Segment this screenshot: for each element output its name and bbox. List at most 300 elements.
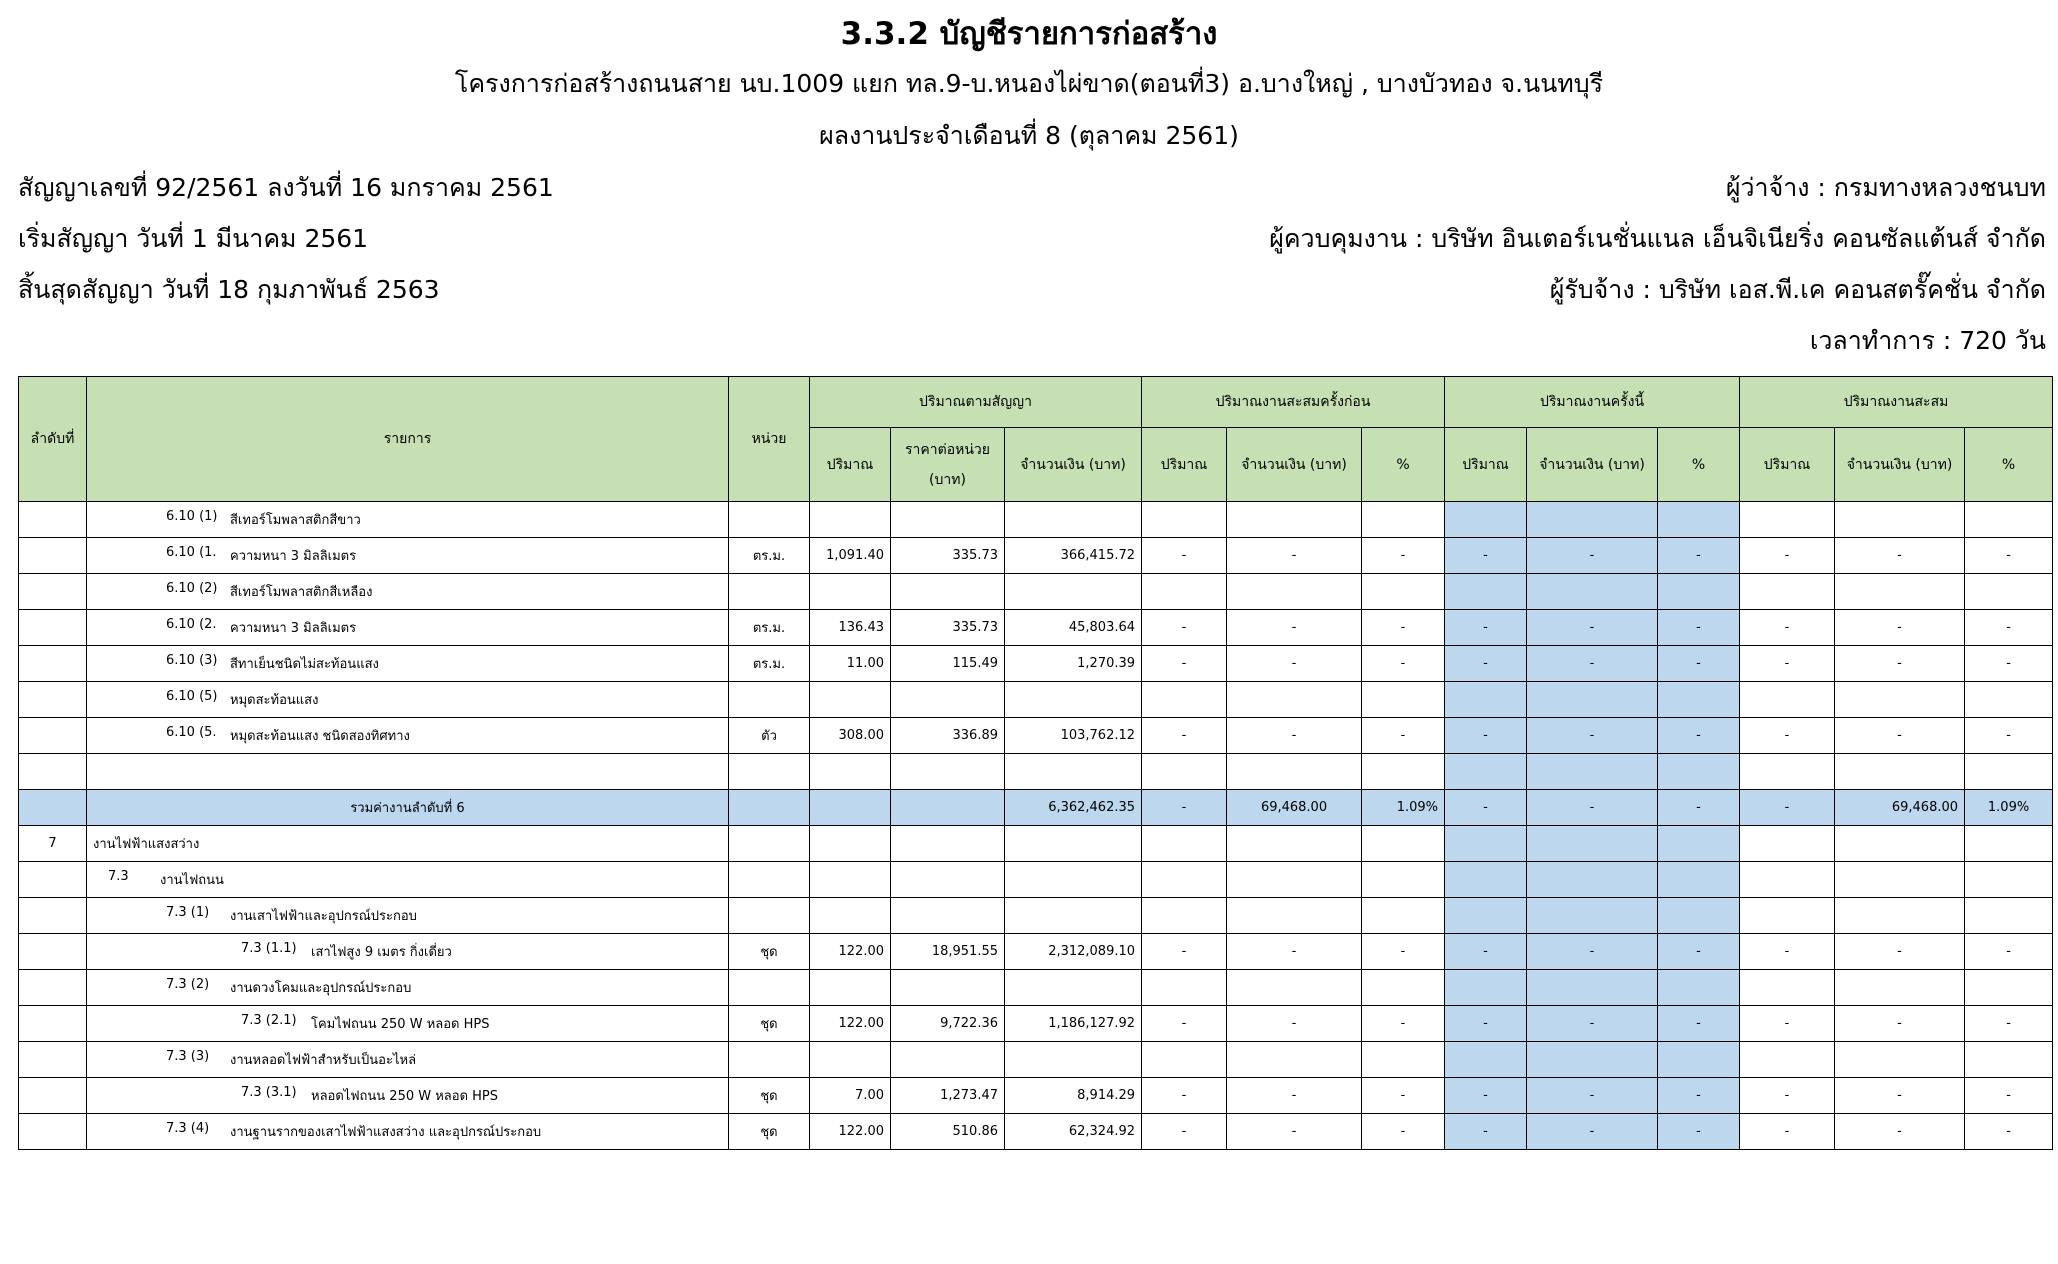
header-percent: % xyxy=(1362,428,1445,502)
amount-cell xyxy=(1005,826,1142,862)
contract-start: เริ่มสัญญา วันที่ 1 มีนาคม 2561 xyxy=(18,224,369,253)
quantity-cell xyxy=(810,682,891,718)
quantity-cell: 1,091.40 xyxy=(810,538,891,574)
cumulative-amount-cell xyxy=(1835,574,1965,610)
item-cell xyxy=(87,898,729,934)
cumulative-percent-cell xyxy=(1965,502,2053,538)
cumulative-amount-cell: - xyxy=(1835,538,1965,574)
item-description: สีเทอร์โมพลาสติกสีเหลือง xyxy=(230,585,373,600)
previous-percent-cell: - xyxy=(1362,1006,1445,1042)
cumulative-percent-cell: 1.09% xyxy=(1965,790,2053,826)
item-code: 7.3 (3.1) xyxy=(241,1085,297,1100)
item-cell xyxy=(87,1078,729,1114)
header-amount: จำนวนเงิน (บาท) xyxy=(1227,428,1362,502)
previous-percent-cell xyxy=(1362,826,1445,862)
item-code: 7.3 (1) xyxy=(166,905,210,920)
current-qty-cell: - xyxy=(1445,538,1527,574)
current-percent-cell xyxy=(1658,502,1740,538)
current-percent-cell xyxy=(1658,898,1740,934)
cumulative-percent-cell xyxy=(1965,826,2053,862)
cumulative-amount-cell: - xyxy=(1835,1114,1965,1150)
header-unit-price: ราคาต่อหน่วย (บาท) xyxy=(891,428,1005,502)
table-row xyxy=(19,502,2053,538)
previous-percent-cell xyxy=(1362,1042,1445,1078)
table-row xyxy=(19,1078,2053,1114)
unit-price-cell: 115.49 xyxy=(891,646,1005,682)
item-cell xyxy=(87,1042,729,1078)
current-qty-cell: - xyxy=(1445,646,1527,682)
quantity-cell xyxy=(810,754,891,790)
unit-cell: ชุด xyxy=(729,1114,810,1150)
no-cell xyxy=(19,610,87,646)
cumulative-qty-cell: - xyxy=(1740,718,1835,754)
item-cell xyxy=(87,538,729,574)
header-item: รายการ xyxy=(87,377,729,502)
previous-amount-cell: - xyxy=(1227,610,1362,646)
previous-percent-cell: - xyxy=(1362,934,1445,970)
t-qty-cell: - xyxy=(1445,790,1527,826)
cumulative-qty-cell xyxy=(1740,1042,1835,1078)
cumulative-qty-cell xyxy=(1740,574,1835,610)
t-amt-cell: - xyxy=(1527,790,1658,826)
amount-cell: 2,312,089.10 xyxy=(1005,934,1142,970)
previous-percent-cell xyxy=(1362,970,1445,1006)
supervisor: ผู้ควบคุมงาน : บริษัท อินเตอร์เนชั่นแนล เอ็นจิเนียริ่ง คอนซัลแต้นส์ จำกัด xyxy=(1269,224,2046,253)
unit-cell xyxy=(729,682,810,718)
no-cell xyxy=(19,538,87,574)
table-row xyxy=(19,646,2053,682)
subtotal-label: รวมค่างานลำดับที่ 6 xyxy=(87,790,729,826)
quantity-cell xyxy=(810,502,891,538)
header-previous-cumulative: ปริมาณงานสะสมครั้งก่อน xyxy=(1142,377,1445,428)
item-description: สีทาเย็นชนิดไม่สะท้อนแสง xyxy=(230,657,379,672)
unit-cell xyxy=(729,898,810,934)
cumulative-percent-cell: - xyxy=(1965,610,2053,646)
amount-cell: 6,362,462.35 xyxy=(1005,790,1142,826)
project-name: โครงการก่อสร้างถนนสาย นบ.1009 แยก ทล.9-บ.หนองไผ่ขาด(ตอนที่3) อ.บางใหญ่ , บางบัวทอง จ.นนทบุรี xyxy=(454,69,1604,98)
no-cell xyxy=(19,646,87,682)
current-amount-cell: - xyxy=(1527,1078,1658,1114)
no-cell xyxy=(19,970,87,1006)
previous-percent-cell: - xyxy=(1362,718,1445,754)
previous-amount-cell: - xyxy=(1227,1006,1362,1042)
quantity-cell xyxy=(810,574,891,610)
cumulative-amount-cell: 69,468.00 xyxy=(1835,790,1965,826)
cumulative-percent-cell xyxy=(1965,682,2053,718)
item-code: 6.10 (2) xyxy=(166,581,218,596)
amount-cell xyxy=(1005,970,1142,1006)
amount-cell xyxy=(1005,1042,1142,1078)
no-cell xyxy=(19,1006,87,1042)
no-cell xyxy=(19,1042,87,1078)
current-percent-cell: - xyxy=(1658,1078,1740,1114)
unit-price-cell xyxy=(891,574,1005,610)
unit-price-cell xyxy=(891,1042,1005,1078)
cumulative-percent-cell: - xyxy=(1965,1114,2053,1150)
section-row xyxy=(19,826,2053,862)
unit-cell: ตร.ม. xyxy=(729,538,810,574)
previous-qty-cell: - xyxy=(1142,1078,1227,1114)
no-cell: 7 xyxy=(19,826,87,862)
previous-percent-cell xyxy=(1362,754,1445,790)
contractor: ผู้รับจ้าง : บริษัท เอส.พี.เค คอนสตรั๊คชั่น จำกัด xyxy=(1549,275,2046,304)
no-cell xyxy=(19,1078,87,1114)
current-qty-cell: - xyxy=(1445,934,1527,970)
no-cell xyxy=(19,934,87,970)
unit-price-cell xyxy=(891,826,1005,862)
cumulative-percent-cell xyxy=(1965,754,2053,790)
item-code: 6.10 (1. xyxy=(166,545,217,560)
previous-qty-cell: - xyxy=(1142,1114,1227,1150)
t-pct-cell: - xyxy=(1658,790,1740,826)
item-cell xyxy=(87,1114,729,1150)
header-amount: จำนวนเงิน (บาท) xyxy=(1527,428,1658,502)
amount-cell: 366,415.72 xyxy=(1005,538,1142,574)
quantity-cell xyxy=(810,970,891,1006)
previous-qty-cell xyxy=(1142,754,1227,790)
current-amount-cell xyxy=(1527,826,1658,862)
current-percent-cell: - xyxy=(1658,646,1740,682)
table-row xyxy=(19,682,2053,718)
previous-qty-cell: - xyxy=(1142,934,1227,970)
previous-amount-cell: - xyxy=(1227,934,1362,970)
current-amount-cell: - xyxy=(1527,1006,1658,1042)
cumulative-amount-cell xyxy=(1835,754,1965,790)
unit-price-cell: 335.73 xyxy=(891,538,1005,574)
section-title: งานไฟฟ้าแสงสว่าง xyxy=(93,837,200,852)
quantity-cell: 136.43 xyxy=(810,610,891,646)
cumulative-amount-cell xyxy=(1835,502,1965,538)
previous-amount-cell xyxy=(1227,898,1362,934)
table-row xyxy=(19,754,2053,790)
current-amount-cell xyxy=(1527,682,1658,718)
quantity-cell xyxy=(810,898,891,934)
quantity-cell: 122.00 xyxy=(810,1006,891,1042)
header-amount: จำนวนเงิน (บาท) xyxy=(1005,428,1142,502)
unit-price-cell: 9,722.36 xyxy=(891,1006,1005,1042)
previous-percent-cell xyxy=(1362,898,1445,934)
previous-qty-cell xyxy=(1142,898,1227,934)
item-description: งานฐานรากของเสาไฟฟ้าแสงสว่าง และอุปกรณ์ประกอบ xyxy=(230,1125,542,1140)
previous-percent-cell xyxy=(1362,682,1445,718)
amount-cell: 103,762.12 xyxy=(1005,718,1142,754)
previous-amount-cell xyxy=(1227,682,1362,718)
current-qty-cell xyxy=(1445,682,1527,718)
previous-percent-cell: - xyxy=(1362,610,1445,646)
previous-qty-cell xyxy=(1142,862,1227,898)
no-cell xyxy=(19,574,87,610)
current-percent-cell: - xyxy=(1658,1006,1740,1042)
current-qty-cell: - xyxy=(1445,1006,1527,1042)
current-percent-cell xyxy=(1658,574,1740,610)
quantity-cell xyxy=(810,1042,891,1078)
unit-cell: ตร.ม. xyxy=(729,610,810,646)
previous-amount-cell xyxy=(1227,862,1362,898)
quantity-cell: 7.00 xyxy=(810,1078,891,1114)
current-qty-cell xyxy=(1445,898,1527,934)
previous-qty-cell xyxy=(1142,970,1227,1006)
item-cell xyxy=(87,502,729,538)
header-amount: จำนวนเงิน (บาท) xyxy=(1835,428,1965,502)
cumulative-percent-cell: - xyxy=(1965,1078,2053,1114)
previous-percent-cell xyxy=(1362,502,1445,538)
contract-end: สิ้นสุดสัญญา วันที่ 18 กุมภาพันธ์ 2563 xyxy=(18,275,440,304)
previous-amount-cell: - xyxy=(1227,1114,1362,1150)
previous-qty-cell: - xyxy=(1142,718,1227,754)
no-cell xyxy=(19,862,87,898)
item-description: หมุดสะท้อนแสง ชนิดสองทิศทาง xyxy=(230,729,410,744)
previous-amount-cell xyxy=(1227,574,1362,610)
item-cell xyxy=(87,682,729,718)
current-amount-cell: - xyxy=(1527,934,1658,970)
previous-percent-cell: - xyxy=(1362,1114,1445,1150)
item-code: 7.3 (2) xyxy=(166,977,210,992)
previous-amount-cell xyxy=(1227,826,1362,862)
previous-qty-cell xyxy=(1142,682,1227,718)
previous-qty-cell: - xyxy=(1142,1006,1227,1042)
cumulative-qty-cell: - xyxy=(1740,1078,1835,1114)
current-amount-cell xyxy=(1527,862,1658,898)
unit-price-cell xyxy=(891,502,1005,538)
table-row xyxy=(19,718,2053,754)
unit-price-cell xyxy=(891,898,1005,934)
unit-cell xyxy=(729,574,810,610)
item-description: งานไฟถนน xyxy=(160,873,224,888)
subtotal-row xyxy=(19,790,2053,826)
cumulative-percent-cell xyxy=(1965,574,2053,610)
item-description: ความหนา 3 มิลลิเมตร xyxy=(230,549,357,564)
item-code: 6.10 (5. xyxy=(166,725,217,740)
item-cell xyxy=(87,970,729,1006)
previous-percent-cell: - xyxy=(1362,1078,1445,1114)
item-cell xyxy=(87,754,729,790)
amount-cell: 8,914.29 xyxy=(1005,1078,1142,1114)
current-amount-cell xyxy=(1527,898,1658,934)
amount-cell: 1,186,127.92 xyxy=(1005,1006,1142,1042)
amount-cell: 62,324.92 xyxy=(1005,1114,1142,1150)
cumulative-amount-cell xyxy=(1835,898,1965,934)
header-percent: % xyxy=(1658,428,1740,502)
current-percent-cell xyxy=(1658,826,1740,862)
cumulative-amount-cell xyxy=(1835,1042,1965,1078)
item-cell xyxy=(87,934,729,970)
current-amount-cell xyxy=(1527,970,1658,1006)
cumulative-amount-cell: - xyxy=(1835,1078,1965,1114)
item-description: เสาไฟสูง 9 เมตร กิ่งเดี่ยว xyxy=(311,945,452,960)
c-qty-cell: - xyxy=(1740,790,1835,826)
previous-amount-cell: - xyxy=(1227,538,1362,574)
table-row xyxy=(19,574,2053,610)
cumulative-qty-cell xyxy=(1740,502,1835,538)
current-amount-cell: - xyxy=(1527,646,1658,682)
header-qty: ปริมาณ xyxy=(810,428,891,502)
cumulative-qty-cell xyxy=(1740,898,1835,934)
unit-cell xyxy=(729,754,810,790)
previous-percent-cell: - xyxy=(1362,646,1445,682)
item-code: 7.3 (1.1) xyxy=(241,941,297,956)
unit-price-cell: 18,951.55 xyxy=(891,934,1005,970)
cumulative-amount-cell xyxy=(1835,682,1965,718)
item-code: 6.10 (5) xyxy=(166,689,218,704)
document-title: 3.3.2 บัญชีรายการก่อสร้าง xyxy=(840,16,1218,52)
unit-cell xyxy=(729,502,810,538)
cumulative-qty-cell: - xyxy=(1740,610,1835,646)
previous-qty-cell: - xyxy=(1142,538,1227,574)
current-amount-cell: - xyxy=(1527,538,1658,574)
current-percent-cell xyxy=(1658,1042,1740,1078)
no-cell xyxy=(19,790,87,826)
item-description: หลอดไฟถนน 250 W หลอด HPS xyxy=(311,1089,499,1104)
cumulative-qty-cell: - xyxy=(1740,538,1835,574)
quantity-cell xyxy=(810,790,891,826)
table-row xyxy=(19,610,2053,646)
cumulative-amount-cell: - xyxy=(1835,718,1965,754)
item-cell xyxy=(87,610,729,646)
unit-cell xyxy=(729,862,810,898)
item-code: 7.3 (2.1) xyxy=(241,1013,297,1028)
previous-qty-cell xyxy=(1142,1042,1227,1078)
header-qty: ปริมาณ xyxy=(1445,428,1527,502)
header-no: ลำดับที่ xyxy=(19,377,87,502)
header-percent: % xyxy=(1965,428,2053,502)
table-row xyxy=(19,1042,2053,1078)
unit-cell: ชุด xyxy=(729,1006,810,1042)
current-percent-cell: - xyxy=(1658,1114,1740,1150)
cumulative-percent-cell: - xyxy=(1965,646,2053,682)
unit-price-cell: 1,273.47 xyxy=(891,1078,1005,1114)
quantity-cell: 122.00 xyxy=(810,934,891,970)
unit-cell xyxy=(729,790,810,826)
current-amount-cell: - xyxy=(1527,1114,1658,1150)
unit-price-cell xyxy=(891,970,1005,1006)
unit-price-cell xyxy=(891,682,1005,718)
no-cell xyxy=(19,502,87,538)
unit-cell: ชุด xyxy=(729,1078,810,1114)
no-cell xyxy=(19,1114,87,1150)
no-cell xyxy=(19,718,87,754)
current-qty-cell: - xyxy=(1445,1078,1527,1114)
item-description: หมุดสะท้อนแสง xyxy=(230,693,319,708)
previous-amount-cell xyxy=(1227,502,1362,538)
item-description: งานเสาไฟฟ้าและอุปกรณ์ประกอบ xyxy=(230,909,417,924)
previous-amount-cell xyxy=(1227,1042,1362,1078)
unit-price-cell: 336.89 xyxy=(891,718,1005,754)
table-row xyxy=(19,898,2053,934)
cumulative-qty-cell: - xyxy=(1740,646,1835,682)
current-percent-cell xyxy=(1658,970,1740,1006)
no-cell xyxy=(19,754,87,790)
previous-amount-cell xyxy=(1227,970,1362,1006)
previous-amount-cell: - xyxy=(1227,718,1362,754)
quantity-cell xyxy=(810,826,891,862)
cumulative-amount-cell: - xyxy=(1835,646,1965,682)
header-unit: หน่วย xyxy=(729,377,810,502)
current-percent-cell xyxy=(1658,682,1740,718)
current-qty-cell xyxy=(1445,1042,1527,1078)
current-percent-cell: - xyxy=(1658,934,1740,970)
cumulative-percent-cell: - xyxy=(1965,1006,2053,1042)
cumulative-percent-cell xyxy=(1965,862,2053,898)
current-amount-cell xyxy=(1527,574,1658,610)
unit-cell: ตัว xyxy=(729,718,810,754)
employer: ผู้ว่าจ้าง : กรมทางหลวงชนบท xyxy=(1725,173,2046,202)
item-cell xyxy=(87,1006,729,1042)
quantity-cell: 11.00 xyxy=(810,646,891,682)
unit-cell: ตร.ม. xyxy=(729,646,810,682)
current-qty-cell: - xyxy=(1445,1114,1527,1150)
unit-cell: ชุด xyxy=(729,934,810,970)
unit-price-cell: 510.86 xyxy=(891,1114,1005,1150)
cumulative-amount-cell: - xyxy=(1835,1006,1965,1042)
current-qty-cell xyxy=(1445,862,1527,898)
item-cell xyxy=(87,862,729,898)
item-description: งานดวงโคมและอุปกรณ์ประกอบ xyxy=(230,981,412,996)
header-qty: ปริมาณ xyxy=(1142,428,1227,502)
previous-amount-cell: - xyxy=(1227,646,1362,682)
bill-of-quantities-table xyxy=(18,376,2053,1150)
p-pct-cell: 1.09% xyxy=(1362,790,1445,826)
current-amount-cell: - xyxy=(1527,718,1658,754)
p-qty-cell: - xyxy=(1142,790,1227,826)
header-cumulative: ปริมาณงานสะสม xyxy=(1740,377,2053,428)
cumulative-percent-cell xyxy=(1965,970,2053,1006)
amount-cell xyxy=(1005,898,1142,934)
quantity-cell: 308.00 xyxy=(810,718,891,754)
previous-qty-cell xyxy=(1142,826,1227,862)
header-contract-quantity: ปริมาณตามสัญญา xyxy=(810,377,1142,428)
previous-qty-cell xyxy=(1142,574,1227,610)
current-qty-cell: - xyxy=(1445,610,1527,646)
cumulative-percent-cell xyxy=(1965,1042,2053,1078)
cumulative-percent-cell xyxy=(1965,898,2053,934)
cumulative-amount-cell xyxy=(1835,970,1965,1006)
amount-cell xyxy=(1005,574,1142,610)
cumulative-amount-cell: - xyxy=(1835,934,1965,970)
current-amount-cell xyxy=(1527,502,1658,538)
no-cell xyxy=(19,898,87,934)
table-row xyxy=(19,862,2053,898)
cumulative-amount-cell: - xyxy=(1835,610,1965,646)
unit-price-cell: 335.73 xyxy=(891,610,1005,646)
amount-cell xyxy=(1005,682,1142,718)
item-cell xyxy=(87,574,729,610)
cumulative-qty-cell: - xyxy=(1740,1006,1835,1042)
current-percent-cell: - xyxy=(1658,610,1740,646)
unit-price-cell xyxy=(891,790,1005,826)
cumulative-qty-cell xyxy=(1740,754,1835,790)
current-qty-cell xyxy=(1445,502,1527,538)
unit-cell xyxy=(729,1042,810,1078)
table-body xyxy=(19,502,2053,1150)
previous-percent-cell xyxy=(1362,574,1445,610)
amount-cell xyxy=(1005,862,1142,898)
quantity-cell xyxy=(810,862,891,898)
no-cell xyxy=(19,682,87,718)
cumulative-percent-cell: - xyxy=(1965,718,2053,754)
item-cell xyxy=(87,826,729,862)
cumulative-qty-cell xyxy=(1740,862,1835,898)
previous-amount-cell: - xyxy=(1227,1078,1362,1114)
current-qty-cell xyxy=(1445,574,1527,610)
cumulative-qty-cell xyxy=(1740,970,1835,1006)
previous-percent-cell: - xyxy=(1362,538,1445,574)
previous-percent-cell xyxy=(1362,862,1445,898)
current-qty-cell xyxy=(1445,826,1527,862)
amount-cell xyxy=(1005,502,1142,538)
cumulative-amount-cell xyxy=(1835,862,1965,898)
cumulative-percent-cell: - xyxy=(1965,934,2053,970)
item-description: สีเทอร์โมพลาสติกสีขาว xyxy=(230,513,361,528)
